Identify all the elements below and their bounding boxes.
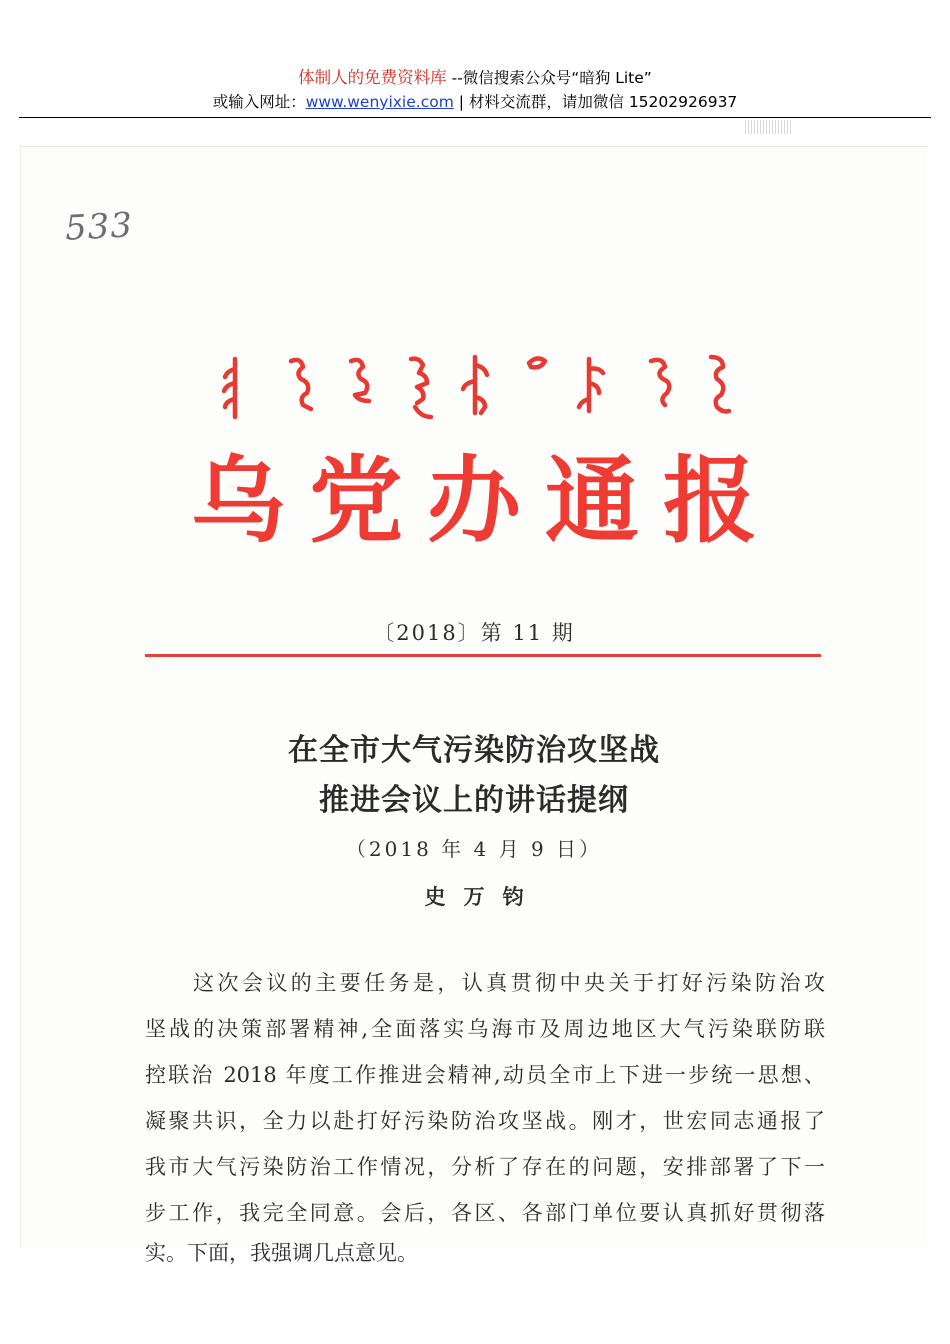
- speech-date: （2018 年 4 月 9 日）: [345, 837, 603, 861]
- banner-contact: | 材料交流群，请加微信 15202926937: [453, 93, 738, 111]
- body-text-line: 控联治 2018 年度工作推进会精神,动员全市上下进一步统一思想、: [145, 1063, 825, 1087]
- scan-artifact: [745, 120, 793, 134]
- body-text-line: 凝聚共识，全力以赴打好污染防治攻坚战。刚才，世宏同志通报了: [145, 1109, 825, 1133]
- body-text-line: 我市大气污染防治工作情况，分析了存在的问题，安排部署了下一: [145, 1155, 825, 1179]
- banner-wechat-hint: --微信搜索公众号“暗狗 Lite”: [446, 69, 652, 87]
- body-text-line-cut: 实。下面，我强调几点意见。: [145, 1241, 418, 1265]
- red-header-rule: [145, 654, 821, 657]
- scanned-page: [20, 146, 927, 1265]
- speech-title-line-1: 在全市大气污染防治攻坚战: [288, 733, 660, 768]
- top-banner: [0, 66, 950, 114]
- body-text-line: 步工作，我完全同意。会后，各区、各部门单位要认真抓好贯彻落: [145, 1201, 825, 1225]
- speech-title-line-2: 推进会议上的讲话提纲: [319, 783, 629, 818]
- website-link[interactable]: www.wenyixie.com: [305, 93, 454, 111]
- speech-author: 史万钧: [424, 884, 542, 909]
- handwritten-page-number: 533: [63, 205, 134, 249]
- banner-line-1: [0, 66, 950, 90]
- banner-url-prefix: 或输入网址：: [212, 93, 306, 111]
- mongolian-script-title: [211, 347, 751, 427]
- document-header-title: 乌党办通报: [190, 447, 781, 556]
- banner-divider: [19, 117, 931, 118]
- body-text-line: 这次会议的主要任务是，认真贯彻中央关于打好污染防治攻: [193, 971, 825, 995]
- banner-site-name: 体制人的免费资料库: [298, 68, 447, 87]
- banner-line-2: [0, 90, 950, 114]
- issue-number: 〔2018〕第 11 期: [373, 621, 575, 645]
- body-text-line: 坚战的决策部署精神,全面落实乌海市及周边地区大气污染联防联: [145, 1017, 825, 1041]
